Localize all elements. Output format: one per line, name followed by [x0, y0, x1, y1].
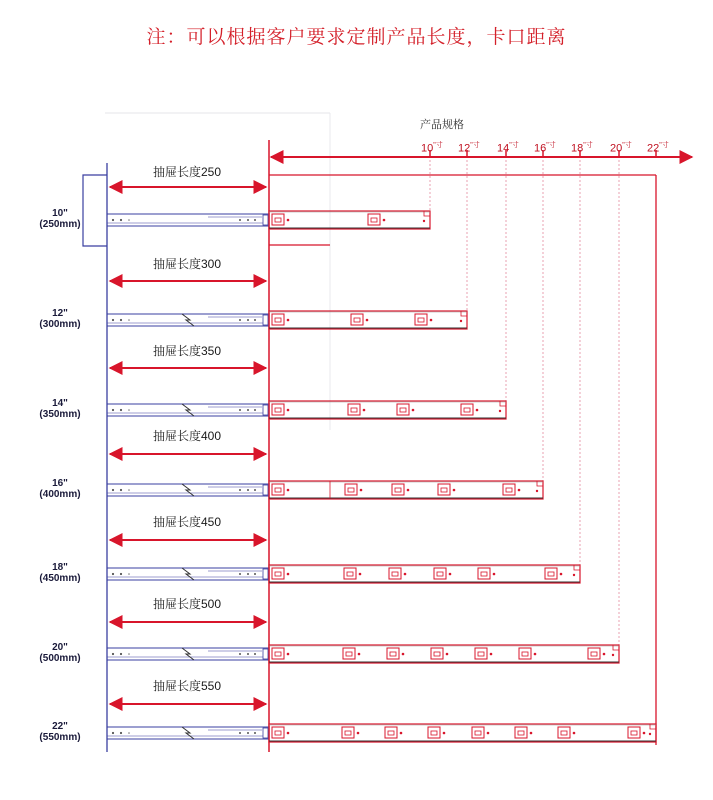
rail-hole	[120, 653, 122, 655]
mount-hole-inner	[518, 731, 524, 735]
mount-hole-inner	[591, 652, 597, 656]
mount-bracket-inner	[275, 408, 281, 412]
rail-end	[263, 569, 268, 579]
rail-hole	[128, 319, 130, 321]
rail-break	[182, 314, 194, 326]
drawer-length-label: 抽屉长度350	[153, 344, 222, 358]
mount-hole-inner	[631, 731, 637, 735]
mount-hole	[628, 727, 640, 738]
mount-hole-inner	[481, 572, 487, 576]
mount-bracket-inner	[275, 218, 281, 222]
mount-hole-inner	[464, 408, 470, 412]
mount-bracket-inner	[275, 572, 281, 576]
end-hole	[423, 220, 425, 222]
mount-bracket-dot	[287, 219, 290, 222]
rail-hole	[112, 219, 114, 221]
rail-break	[182, 648, 194, 660]
mount-bracket	[272, 484, 284, 495]
mount-hole	[351, 314, 363, 325]
mount-hole-dot	[359, 573, 362, 576]
mount-hole	[478, 568, 490, 579]
mount-hole-dot	[443, 732, 446, 735]
end-hole	[499, 410, 501, 412]
mount-hole-inner	[431, 731, 437, 735]
rail-hole	[128, 409, 130, 411]
mount-bracket-inner	[275, 488, 281, 492]
mount-hole-inner	[478, 652, 484, 656]
spec-unit: "寸	[583, 142, 593, 149]
mount-hole-dot	[518, 489, 521, 492]
mount-hole	[519, 648, 531, 659]
spec-label-16: $16^{"寸}$	[534, 142, 556, 155]
mount-hole-dot	[490, 653, 493, 656]
rail-hole	[112, 573, 114, 575]
rail-hole	[247, 489, 249, 491]
rail-end	[263, 649, 268, 659]
mount-hole-inner	[388, 731, 394, 735]
rail-hole	[128, 489, 130, 491]
rail-break	[182, 484, 194, 496]
rail-hole	[112, 409, 114, 411]
mount-bracket	[272, 404, 284, 415]
spec-unit: "寸	[470, 142, 480, 149]
mount-hole-dot	[400, 732, 403, 735]
mount-bracket-inner	[275, 318, 281, 322]
rail-hole	[112, 319, 114, 321]
mount-hole-dot	[366, 319, 369, 322]
mount-hole-inner	[371, 218, 377, 222]
rail-hole	[128, 653, 130, 655]
mount-hole-inner	[345, 731, 351, 735]
mount-hole-dot	[407, 489, 410, 492]
rail-break	[182, 727, 194, 739]
spec-label-22: $22^{"寸}$	[647, 142, 669, 155]
mount-hole-dot	[412, 409, 415, 412]
mount-hole-inner	[351, 408, 357, 412]
drawer-length-label: 抽屉长度500	[153, 597, 222, 611]
mount-hole-dot	[404, 573, 407, 576]
rail-break	[182, 404, 194, 416]
mount-hole	[475, 648, 487, 659]
spec-label-20: $20^{"寸}$	[610, 142, 632, 155]
mount-hole-dot	[453, 489, 456, 492]
end-hole	[612, 654, 614, 656]
mount-hole	[545, 568, 557, 579]
outer-slide	[269, 565, 580, 583]
rail-hole	[239, 219, 241, 221]
rail-end	[263, 215, 268, 225]
mount-hole-inner	[561, 731, 567, 735]
rail-hole	[254, 573, 256, 575]
mount-bracket-dot	[287, 489, 290, 492]
mount-hole-dot	[476, 409, 479, 412]
mount-hole	[428, 727, 440, 738]
drawer-length-label: 抽屉长度550	[153, 679, 222, 693]
mount-hole-dot	[430, 319, 433, 322]
mount-hole-inner	[354, 318, 360, 322]
mount-hole-dot	[530, 732, 533, 735]
mount-bracket	[272, 214, 284, 225]
mount-hole	[434, 568, 446, 579]
rail-hole	[120, 573, 122, 575]
mount-bracket	[272, 314, 284, 325]
end-hole	[573, 574, 575, 576]
mount-hole-dot	[402, 653, 405, 656]
mount-hole-dot	[358, 653, 361, 656]
rail-hole	[239, 319, 241, 321]
mount-bracket-dot	[287, 653, 290, 656]
mount-hole	[344, 568, 356, 579]
mount-bracket-dot	[287, 409, 290, 412]
rail-hole	[112, 732, 114, 734]
mount-hole	[558, 727, 570, 738]
spec-unit: "寸	[509, 142, 519, 149]
row-size-label: 20" (500mm)	[39, 642, 81, 664]
mount-bracket	[272, 727, 284, 738]
rail-end	[263, 405, 268, 415]
mount-hole-inner	[346, 652, 352, 656]
mount-hole-inner	[395, 488, 401, 492]
rail-hole	[239, 409, 241, 411]
mount-hole	[392, 484, 404, 495]
rail-hole	[128, 219, 130, 221]
rail-hole	[254, 409, 256, 411]
mount-hole	[438, 484, 450, 495]
mount-hole-dot	[493, 573, 496, 576]
row-size-label: 22" (550mm)	[39, 721, 81, 743]
mount-bracket-dot	[287, 732, 290, 735]
drawer-length-label: 抽屉长度250	[153, 165, 222, 179]
rail-hole	[254, 653, 256, 655]
rail-hole	[247, 319, 249, 321]
mount-hole	[387, 648, 399, 659]
drawer-length-label: 抽屉长度450	[153, 515, 222, 529]
mount-hole	[385, 727, 397, 738]
mount-bracket	[272, 648, 284, 659]
outer-slide	[269, 645, 619, 663]
rail-hole	[254, 319, 256, 321]
mount-hole	[389, 568, 401, 579]
rail-hole	[254, 489, 256, 491]
row-size-label: 12" (300mm)	[39, 308, 81, 330]
inner-rail	[107, 214, 269, 226]
outer-slide	[269, 211, 430, 229]
mount-hole	[397, 404, 409, 415]
mount-bracket-inner	[275, 731, 281, 735]
mount-hole-dot	[449, 573, 452, 576]
mount-hole-inner	[348, 488, 354, 492]
mount-hole-inner	[437, 572, 443, 576]
mount-hole-inner	[392, 572, 398, 576]
rail-break	[182, 568, 194, 580]
mount-hole-inner	[548, 572, 554, 576]
mount-hole-dot	[383, 219, 386, 222]
spec-title: 产品规格	[420, 119, 464, 131]
mount-hole	[431, 648, 443, 659]
rail-hole	[112, 653, 114, 655]
spec-unit: "寸	[546, 142, 556, 149]
mount-bracket-dot	[287, 573, 290, 576]
rail-hole	[247, 653, 249, 655]
mount-hole-dot	[487, 732, 490, 735]
mount-bracket	[272, 568, 284, 579]
row-size-label: 16" (400mm)	[39, 478, 81, 500]
mount-hole	[503, 484, 515, 495]
rail-hole	[254, 732, 256, 734]
mount-bracket-inner	[275, 652, 281, 656]
mount-hole	[345, 484, 357, 495]
rail-hole	[239, 489, 241, 491]
mount-hole-inner	[390, 652, 396, 656]
rail-hole	[239, 573, 241, 575]
mount-hole-dot	[534, 653, 537, 656]
drawer-length-label: 抽屉长度400	[153, 429, 222, 443]
rail-hole	[239, 732, 241, 734]
spec-unit: "寸	[433, 142, 443, 149]
rail-end	[263, 485, 268, 495]
rail-end	[263, 315, 268, 325]
spec-label-10: $10^{"寸}$	[421, 142, 443, 155]
mount-hole-dot	[643, 732, 646, 735]
mount-hole-dot	[560, 573, 563, 576]
mount-hole	[515, 727, 527, 738]
customization-note: 注：可以根据客户要求定制产品长度，卡口距离	[146, 27, 567, 48]
outer-slide	[269, 481, 543, 499]
row-size-label: 18" (450mm)	[39, 562, 81, 584]
rail-hole	[120, 409, 122, 411]
mount-hole	[342, 727, 354, 738]
rail-hole	[239, 653, 241, 655]
end-hole	[460, 320, 462, 322]
rail-hole	[247, 573, 249, 575]
rail-hole	[247, 732, 249, 734]
rail-hole	[120, 319, 122, 321]
drawer-length-label: 抽屉长度300	[153, 257, 222, 271]
mount-hole-inner	[418, 318, 424, 322]
mount-hole-inner	[506, 488, 512, 492]
rail-hole	[247, 219, 249, 221]
mount-hole-inner	[400, 408, 406, 412]
mount-hole-dot	[446, 653, 449, 656]
rail-hole	[254, 219, 256, 221]
mount-hole-inner	[441, 488, 447, 492]
mount-hole-dot	[357, 732, 360, 735]
mount-hole	[415, 314, 427, 325]
row-size-label: 14" (350mm)	[39, 398, 81, 420]
spec-label-14: $14^{"寸}$	[497, 142, 519, 155]
mount-hole-dot	[603, 653, 606, 656]
end-hole	[536, 490, 538, 492]
rail-hole	[112, 489, 114, 491]
rail-hole	[247, 409, 249, 411]
spec-unit: "寸	[659, 142, 669, 149]
rail-end	[263, 728, 268, 738]
mount-hole	[343, 648, 355, 659]
mount-hole-dot	[363, 409, 366, 412]
mount-bracket-dot	[287, 319, 290, 322]
rail-hole	[120, 489, 122, 491]
spec-label-18: $18^{"寸}$	[571, 142, 593, 155]
rail-hole	[128, 573, 130, 575]
outer-slide	[269, 724, 656, 742]
end-hole	[649, 733, 651, 735]
mount-hole	[368, 214, 380, 225]
mount-hole-dot	[573, 732, 576, 735]
mount-hole-inner	[475, 731, 481, 735]
spec-unit: "寸	[622, 142, 632, 149]
mount-hole-inner	[434, 652, 440, 656]
mount-hole	[348, 404, 360, 415]
rail-hole	[120, 219, 122, 221]
mount-hole	[472, 727, 484, 738]
mount-hole-inner	[347, 572, 353, 576]
rail-hole	[120, 732, 122, 734]
mount-hole-dot	[360, 489, 363, 492]
spec-label-12: $12^{"寸}$	[458, 142, 480, 155]
mount-hole	[588, 648, 600, 659]
rail-hole	[128, 732, 130, 734]
mount-hole-inner	[522, 652, 528, 656]
row-size-label: 10" (250mm)	[39, 208, 81, 230]
mount-hole	[461, 404, 473, 415]
